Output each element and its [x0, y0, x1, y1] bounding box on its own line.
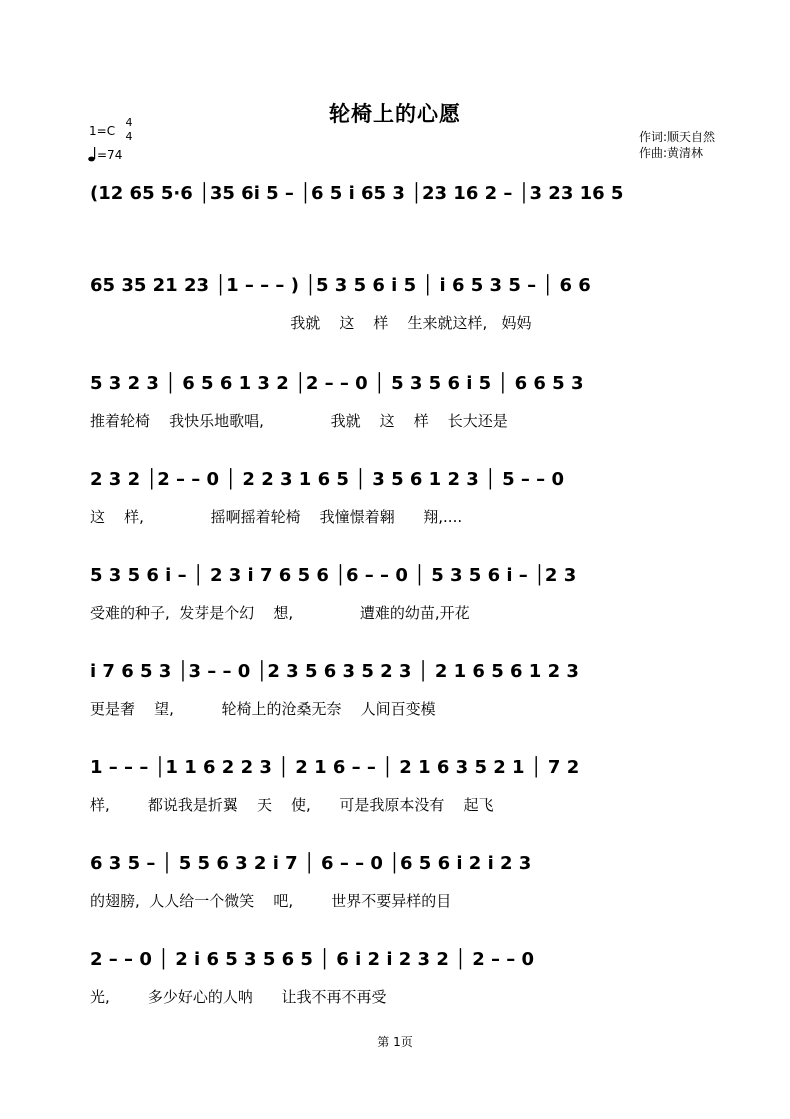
- lyrics-line: 这 样, 摇啊摇着轮椅 我憧憬着翱 翔,....: [90, 508, 463, 526]
- lyrics-line: 受难的种子, 发芽是个幻 想, 遭难的幼苗,开花: [90, 604, 470, 622]
- lyrics-line: 推着轮椅 我快乐地歌唱, 我就 这 样 长大还是: [90, 412, 508, 430]
- time-signature-top: 4: [125, 116, 133, 129]
- time-signature: [124, 116, 134, 144]
- composer-credit: 作曲:黄清林: [639, 146, 704, 160]
- notation-line: 1 – – – │1 1 6 2 2 3 │ 2 1 6 – – │ 2 1 6 3 5 2 1 │ 7 2: [90, 757, 580, 778]
- notation-line: 2 3 2 │2 – – 0 │ 2 2 3 1 6 5 │ 3 5 6 1 2 3 │ 5 – – 0: [90, 469, 564, 490]
- quarter-note-icon: [88, 146, 97, 162]
- key-signature: 1=C: [89, 124, 116, 138]
- lyrics-line: 光, 多少好心的人呐 让我不再不再受: [90, 988, 387, 1006]
- page-title: 轮椅上的心愿: [329, 102, 461, 126]
- notation-line: 5 3 5 6 i – │ 2 3 i 7 6 5 6 │6 – – 0 │ 5 3 5 6 i – │2 3: [90, 565, 577, 586]
- notation-line: 65 35 21 23 │1 – – – ) │5 3 5 6 i 5 │ i 6 5 3 5 – │ 6 6: [90, 275, 591, 296]
- page-number: 第 1页: [377, 1035, 413, 1049]
- lyricist-credit: 作词:顺天自然: [639, 130, 716, 144]
- lyrics-line: 样, 都说我是折翼 天 使, 可是我原本没有 起飞: [90, 796, 494, 814]
- lyrics-line: 的翅膀, 人人给一个微笑 吧, 世界不要异样的目: [90, 892, 452, 910]
- notation-line: i 7 6 5 3 │3 – – 0 │2 3 5 6 3 5 2 3 │ 2 1 6 5 6 1 2 3: [90, 661, 579, 682]
- notation-line: 2 – – 0 │ 2 i 6 5 3 5 6 5 │ 6 i 2 i 2 3 2 │ 2 – – 0: [90, 949, 535, 970]
- lyrics-line: [90, 220, 740, 242]
- time-signature-bottom: 4: [125, 130, 133, 143]
- notation-line: (12 65 5·6 │35 6i 5 – │6 5 i 65 3 │23 16 2 – │3 23 16 5: [90, 183, 624, 204]
- notation-line: 6 3 5 – │ 5 5 6 3 2 i 7 │ 6 – – 0 │6 5 6 i 2 i 2 3: [90, 853, 532, 874]
- tempo-marking: [88, 146, 122, 162]
- lyrics-line: 更是奢 望, 轮椅上的沧桑无奈 人间百变模: [90, 700, 436, 718]
- lyrics-line: 我就 这 样 生来就这样, 妈妈: [90, 314, 532, 332]
- notation-line: 5 3 2 3 │ 6 5 6 1 3 2 │2 – – 0 │ 5 3 5 6 i 5 │ 6 6 5 3: [90, 373, 584, 394]
- tempo-value: =74: [97, 148, 123, 162]
